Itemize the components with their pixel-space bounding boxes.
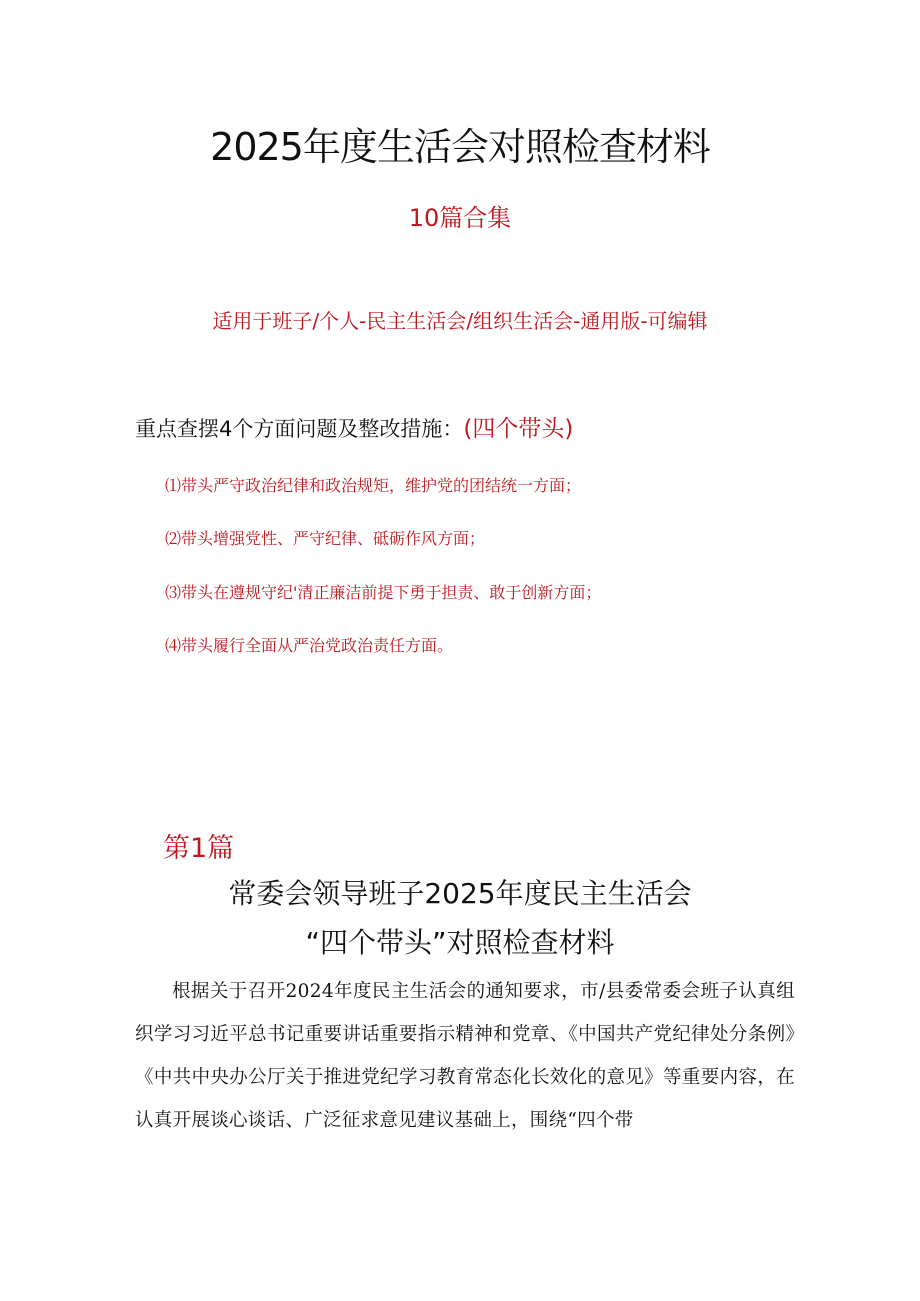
focus-item: ⑴带头严守政治纪律和政治规矩，维护党的团结统一方面； — [165, 476, 582, 495]
article-title-line-2: “四个带头”对照检查材料 — [305, 926, 615, 959]
document-title: 2025年度生活会对照检查材料 — [210, 125, 710, 169]
focus-item: ⑷带头履行全面从严治党政治责任方面。 — [165, 636, 454, 655]
document-subtitle: 10篇合集 — [408, 204, 512, 232]
focus-heading-highlight: (四个带头) — [463, 416, 574, 442]
focus-heading-text: 重点查摆4个方面问题及整改措施： — [135, 417, 464, 441]
body-paragraph: 根据关于召开2024年度民主生活会的通知要求，市/县委常委会班子认真组织学习习近平总书记重要讲话重要指示精神和党章、《中国共产党纪律处分条例》《中共中央办公厅关于推进党纪学习教育常态化长效化的意见》等重要内容，在认真开展谈心谈话、广泛征求意见建议基础上，围绕“四个带 — [135, 981, 795, 1131]
article-title-line-1: 常委会领导班子2025年度民主生活会 — [228, 877, 692, 910]
focus-heading — [135, 410, 573, 443]
part-label: 第1篇 — [163, 833, 235, 864]
applicability-line: 适用于班子/个人-民主生活会/组织生活会-通用版-可编辑 — [212, 309, 708, 333]
focus-item: ⑵带头增强党性、严守纪律、砥砺作风方面； — [165, 529, 486, 548]
focus-item: ⑶带头在遵规守纪'清正廉洁前提下勇于担责、敢于创新方面； — [165, 583, 602, 602]
